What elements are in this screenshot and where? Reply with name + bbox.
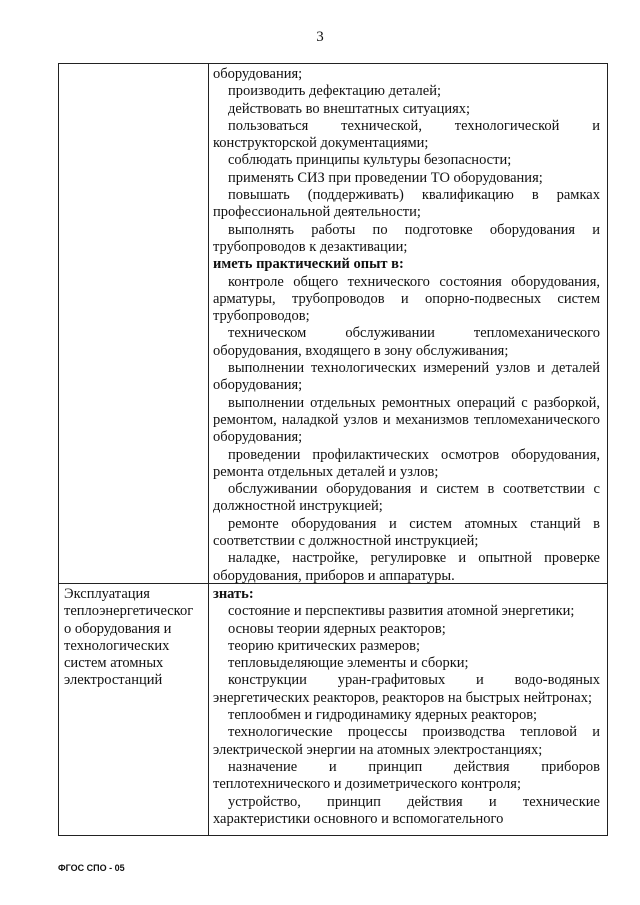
competency-table <box>58 63 608 836</box>
requirement-item: основы теории ядерных реакторов; <box>228 620 446 637</box>
requirement-item: состояние и перспективы развития атомной энергетики; <box>228 603 575 620</box>
requirement-item: повышать (поддерживать) квалификацию в рамках профессиональной деятельности; <box>213 187 600 221</box>
requirement-item: выполнении технологических измерений узлов и деталей оборудования; <box>213 360 600 394</box>
column-divider <box>208 64 209 835</box>
requirement-item: конструкции уран-графитовых и водо-водяных энергетических реакторов, реакторов на быстрых нейтронах; <box>213 672 600 706</box>
requirement-item: обслуживании оборудования и систем в соответствии с должностной инструкцией; <box>213 481 600 515</box>
requirement-item: наладке, настройке, регулировке и опытной проверке оборудования, приборов и аппаратуры. <box>213 550 600 584</box>
page-number: 3 <box>316 29 324 45</box>
requirement-item: устройство, принцип действия и технические характеристики основного и вспомогательного <box>213 793 600 827</box>
requirement-item: теорию критических размеров; <box>228 637 421 654</box>
requirement-item: назначение и принцип действия приборов теплотехнического и дозиметрического контроля; <box>213 758 600 793</box>
requirement-item: выполнении отдельных ремонтных операций с разборкой, ремонтом, наладкой узлов и механизмов тепломеханического оборудования; <box>213 394 600 446</box>
section-heading: знать: <box>213 586 254 602</box>
row1-requirements-cell <box>213 66 600 585</box>
footer-label: ФГОС СПО - 05 <box>58 863 125 873</box>
requirement-item: ремонте оборудования и систем атомных станций в соответствии с должностной инструкцией; <box>213 515 600 550</box>
requirement-item: пользоваться технической, технологической и конструкторской документациями; <box>213 117 600 152</box>
requirement-item: техническом обслуживании тепломеханического оборудования, входящего в зону обслуживания; <box>213 325 600 359</box>
row2-requirements-cell <box>213 586 600 828</box>
requirement-item: тепловыделяющие элементы и сборки; <box>228 655 469 672</box>
requirement-item: технологические процессы производства тепловой и электрической энергии на атомных электростанциях; <box>213 724 600 758</box>
module-name-cell: Эксплуатация теплоэнергетическог о оборудования и технологических систем атомных электростанций <box>64 586 194 689</box>
requirement-item: теплообмен и гидродинамику ядерных реакторов; <box>228 707 538 724</box>
requirement-item: соблюдать принципы культуры безопасности; <box>228 152 512 169</box>
requirement-item: выполнять работы по подготовке оборудования и трубопроводов к дезактивации; <box>213 221 600 255</box>
requirement-item: производить дефектацию деталей; <box>228 83 441 100</box>
requirement-item: оборудования; <box>213 66 303 82</box>
section-heading: иметь практический опыт в: <box>213 256 404 273</box>
requirement-item: проведении профилактических осмотров оборудования, ремонта отдельных деталей и узлов; <box>213 446 600 480</box>
requirement-item: контроле общего технического состояния оборудования, арматуры, трубопроводов и опорно-подвесных систем трубопроводов; <box>213 273 600 325</box>
requirement-item: действовать во внештатных ситуациях; <box>228 100 471 117</box>
requirement-item: применять СИЗ при проведении ТО оборудования; <box>228 169 543 186</box>
